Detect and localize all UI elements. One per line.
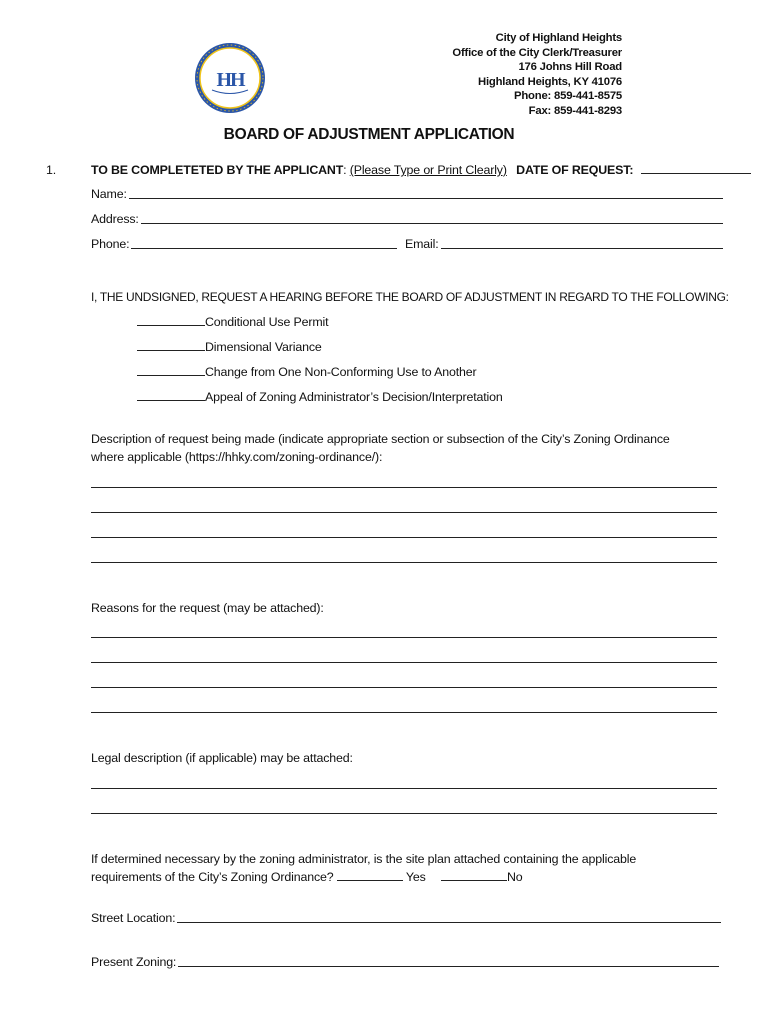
site-plan-yes-label: Yes bbox=[405, 870, 426, 884]
name-field[interactable] bbox=[129, 198, 723, 199]
applicant-heading: TO BE COMPLETETED BY THE APPLICANT bbox=[91, 163, 344, 177]
email-label: Email: bbox=[405, 237, 439, 251]
street-location-field[interactable] bbox=[177, 922, 721, 923]
email-row bbox=[405, 236, 723, 252]
street-location-row bbox=[91, 910, 721, 926]
description-label-line2: where applicable (https://hhky.com/zoning-ordinance/): bbox=[91, 450, 383, 464]
description-line[interactable] bbox=[91, 487, 717, 488]
option-conditional-use bbox=[137, 314, 328, 330]
address-row bbox=[91, 211, 723, 227]
applicant-header-row bbox=[91, 162, 723, 178]
description-line[interactable] bbox=[91, 537, 717, 538]
reasons-line[interactable] bbox=[91, 662, 717, 663]
present-zoning-field[interactable] bbox=[178, 966, 719, 967]
seal-initials: HH bbox=[216, 69, 244, 91]
description-line[interactable] bbox=[91, 512, 717, 513]
address-label: Address: bbox=[91, 212, 139, 226]
city-state-zip: Highland Heights, KY 41076 bbox=[477, 75, 622, 88]
phone-field[interactable] bbox=[131, 248, 397, 249]
legal-description-label: Legal description (if applicable) may be attached: bbox=[91, 751, 353, 765]
description-line[interactable] bbox=[91, 562, 717, 563]
hearing-request-statement: I, THE UNDSIGNED, REQUEST A HEARING BEFORE THE BOARD OF ADJUSTMENT IN REGARD TO THE FOLLOWING: bbox=[91, 290, 729, 304]
city-seal-logo bbox=[194, 42, 266, 114]
fax-number: Fax: 859-441-8293 bbox=[528, 104, 622, 117]
site-plan-no-field[interactable] bbox=[441, 870, 507, 881]
description-label-line1: Description of request being made (indicate appropriate section or subsection of the City’s Zoning Ordinance bbox=[91, 432, 670, 446]
site-plan-question-line2 bbox=[91, 868, 731, 886]
description-label bbox=[91, 430, 731, 466]
reasons-line[interactable] bbox=[91, 687, 717, 688]
site-plan-no-label: No bbox=[506, 870, 523, 884]
option-dimensional-variance bbox=[137, 339, 322, 355]
option-checkbox-line[interactable] bbox=[137, 390, 205, 401]
site-plan-question-text: requirements of the City’s Zoning Ordinance? bbox=[91, 870, 334, 884]
present-zoning-label: Present Zoning: bbox=[91, 955, 177, 969]
city-name: City of Highland Heights bbox=[495, 32, 622, 44]
address-field[interactable] bbox=[141, 223, 723, 224]
street-location-label: Street Location: bbox=[91, 911, 176, 925]
option-nonconforming-use bbox=[137, 364, 477, 380]
phone-label: Phone: bbox=[91, 237, 130, 251]
option-checkbox-line[interactable] bbox=[137, 340, 205, 351]
date-of-request-label: DATE OF REQUEST: bbox=[516, 163, 634, 177]
option-label: Change from One Non-Conforming Use to Another bbox=[205, 365, 477, 379]
option-appeal bbox=[137, 389, 503, 405]
reasons-line[interactable] bbox=[91, 637, 717, 638]
street-address: 176 Johns Hill Road bbox=[518, 61, 622, 74]
phone-number: Phone: 859-441-8575 bbox=[514, 90, 622, 103]
letterhead-address bbox=[362, 31, 622, 119]
option-checkbox-line[interactable] bbox=[137, 365, 205, 376]
name-label: Name: bbox=[91, 187, 127, 201]
site-plan-question-line1: If determined necessary by the zoning administrator, is the site plan attached containing the applicable bbox=[91, 852, 637, 866]
site-plan-yes-field[interactable] bbox=[337, 870, 403, 881]
option-label: Conditional Use Permit bbox=[205, 315, 329, 329]
form-title: BOARD OF ADJUSTMENT APPLICATION bbox=[223, 126, 515, 143]
option-label: Appeal of Zoning Administrator’s Decision/Interpretation bbox=[205, 390, 503, 404]
date-of-request-field[interactable] bbox=[641, 163, 751, 174]
office-name: Office of the City Clerk/Treasurer bbox=[452, 46, 622, 59]
legal-description-line[interactable] bbox=[91, 788, 717, 789]
site-plan-question bbox=[91, 850, 731, 886]
option-checkbox-line[interactable] bbox=[137, 315, 205, 326]
email-field[interactable] bbox=[441, 248, 723, 249]
applicant-colon: : bbox=[343, 163, 350, 177]
section-number: 1. bbox=[46, 163, 57, 177]
legal-description-line[interactable] bbox=[91, 813, 717, 814]
reasons-label: Reasons for the request (may be attached): bbox=[91, 601, 324, 615]
phone-row bbox=[91, 236, 397, 252]
print-clearly-note: (Please Type or Print Clearly) bbox=[349, 163, 507, 177]
option-label: Dimensional Variance bbox=[205, 340, 322, 354]
name-row bbox=[91, 186, 723, 202]
present-zoning-row bbox=[91, 954, 719, 970]
reasons-line[interactable] bbox=[91, 712, 717, 713]
